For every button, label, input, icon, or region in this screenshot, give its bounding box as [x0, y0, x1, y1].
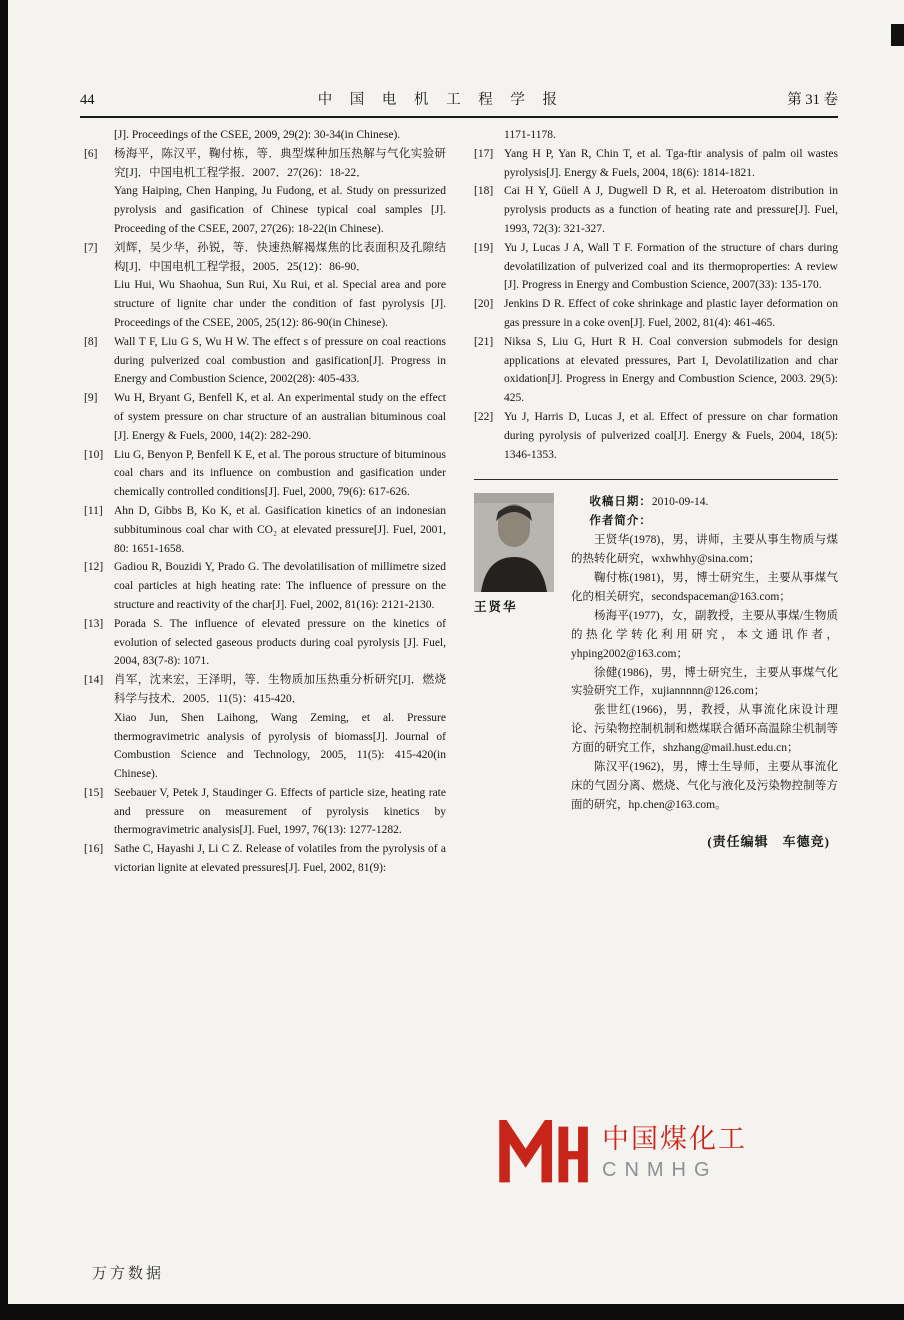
journal-title: 中 国 电 机 工 程 学 报 [317, 92, 565, 108]
reference-number: [10] [84, 448, 104, 461]
reference-text-line: Yu J, Harris D, Lucas J, et al. Effect of pressure on char formation during pyrolysis of pulverized coal[J]. Energy & Fuels, 2004, 18(5): 1346-1353. [504, 410, 838, 461]
portrait-silhouette-icon [474, 493, 554, 592]
author-photo [474, 493, 554, 592]
reference-text-line: Liu Hui, Wu Shaohua, Sun Rui, Xu Rui, et al. Special area and pore structure of lignite char under the condition of fast pyrolysis [J]. Proceedings of the CSEE, 2005, 25(12): 86-90(in Chinese). [114, 279, 446, 329]
reference-number [474, 126, 504, 145]
reference-text-line: 肖军，沈来宏，王泽明，等．生物质加压热重分析研究[J]．燃烧科学与技术．2005．11(5)：415-420． [114, 674, 446, 705]
reference-item [474, 239, 838, 295]
author-bio-section [474, 493, 838, 814]
reference-number: [8] [84, 335, 98, 348]
reference-text-line: [J]. Proceedings of the CSEE, 2009, 29(2): 30-34(in Chinese). [114, 129, 401, 141]
reference-text [114, 840, 446, 878]
reference-number: [19] [474, 241, 494, 254]
reference-text-line: Niksa S, Liu G, Hurt R H. Coal conversion submodels for design applications at elevated pressures, Part I, Devolatilization and char oxidation[J]. Progress in Energy and Combustion Science, 2003. 29(5): 425. [504, 335, 838, 405]
reference-text [114, 389, 446, 445]
bio-entries [571, 531, 838, 815]
logo-text-block [602, 1124, 747, 1181]
reference-text [114, 126, 446, 145]
reference-number: [21] [474, 335, 494, 348]
reference-text [114, 239, 446, 333]
reference-text-line: Jenkins D R. Effect of coke shrinkage and plastic layer deformation on gas pressure in a coke oven[J]. Fuel, 2002, 81(4): 461-465. [504, 298, 838, 329]
reference-item [474, 182, 838, 238]
reference-text-line: Xiao Jun, Shen Laihong, Wang Zeming, et al. Pressure thermogravimetric analysis of pyrolysis of biomass[J]. Journal of Combustion Science and Technology, 2005, 11(5): 415-420(in Chinese). [114, 711, 446, 781]
reference-item [474, 333, 838, 408]
reference-number: [14] [84, 674, 104, 687]
reference-text [504, 239, 838, 295]
reference-number: [15] [84, 786, 104, 799]
reference-item [84, 671, 446, 784]
reference-number: [18] [474, 185, 494, 198]
reference-number: [17] [474, 147, 494, 160]
reference-item [474, 295, 838, 333]
reference-text [504, 126, 838, 145]
reference-number: [11] [84, 504, 103, 517]
scan-edge-bottom [0, 1304, 904, 1320]
bio-entry: 陈汉平(1962)，男，博士生导师，主要从事流化床的气固分离、燃烧、气化与液化及污染物控制等方面的研究，hp.chen@163.com。 [571, 761, 838, 811]
bio-entry: 王贤华(1978)，男，讲师，主要从事生物质与煤的热转化研究，wxhwhhy@sina.com； [571, 534, 838, 566]
volume-label: 第 31 卷 [787, 92, 838, 108]
right-column [474, 126, 838, 850]
reference-text-line: Wall T F, Liu G S, Wu H W. The effect s of pressure on coal reactions during pulverized coal combustion and gasification[J]. Progress in Energy and Combustion Science, 2002(28): 405-433. [114, 335, 446, 386]
reference-item [84, 239, 446, 333]
bio-entry: 张世红(1966)，男，教授，从事流化床设计理论、污染物控制机制和燃煤联合循环高温除尘机制等方面的研究工作，shzhang@mail.hust.edu.cn； [571, 704, 838, 755]
reference-text [504, 182, 838, 238]
reference-item [474, 145, 838, 183]
reference-number: [9] [84, 392, 98, 405]
header-rule [80, 116, 838, 118]
bio-entry: 徐健(1986)，男，博士研究生，主要从事煤气化实验研究工作，xujiannnnn@126.com； [571, 666, 838, 698]
reference-number: [12] [84, 561, 104, 574]
reference-number: [6] [84, 147, 98, 160]
reference-text [504, 408, 838, 464]
logo-cn-text: 中国煤化工 [602, 1124, 747, 1155]
reference-text-line: Liu G, Benyon P, Benfell K E, et al. The porous structure of bituminous coal chars and its influence on combustion and gasification under chemically controlled conditions[J]. Fuel, 2000, 79(6): 617-626. [114, 448, 446, 499]
reference-text-line: 刘辉，吴少华，孙锐，等．快速热解褐煤焦的比表面积及孔隙结构[J]．中国电机工程学报，2005．25(12)：86-90． [114, 241, 446, 273]
editor-note: (责任编辑 车德竞) [707, 833, 830, 849]
reference-text-line: Yang Haiping, Chen Hanping, Ju Fudong, et al. Study on pressurized pyrolysis and gasification of Chinese typical coal samples [J]. Proceeding of the CSEE, 2007, 27(26): 18-22(in Chinese). [114, 185, 446, 235]
reference-text-line: 杨海平，陈汉平，鞠付栋，等．典型煤种加压热解与气化实验研究[J]．中国电机工程学报．2007．27(26)：18-22． [114, 147, 446, 179]
reference-item [84, 502, 446, 558]
reference-number: [22] [474, 410, 494, 423]
page-header [80, 88, 838, 118]
received-date-label: 收稿日期： [589, 496, 652, 509]
reference-text-line: Wu H, Bryant G, Benfell K, et al. An experimental study on the effect of system pressure on char structure of an australian bituminous coal [J]. Energy & Fuels, 2000, 14(2): 282-290. [114, 392, 446, 442]
reference-text [114, 333, 446, 389]
received-date-line [571, 493, 838, 512]
scan-artifact-corner [891, 24, 904, 46]
bio-divider [474, 479, 838, 480]
author-photo-block [474, 493, 554, 814]
reference-text [114, 145, 446, 239]
reference-text-line: Yu J, Lucas J A, Wall T F. Formation of the structure of chars during devolatilization of pulverized coal and its thermoproperties: A review [J]. Progress in Energy and Combustion Science, 2007(33): 135-170. [504, 241, 838, 292]
reference-item [474, 408, 838, 464]
publisher-logo [497, 1120, 747, 1186]
page-number: 44 [80, 92, 95, 108]
reference-text [114, 784, 446, 840]
bio-heading: 作者简介： [589, 515, 652, 528]
reference-text [504, 333, 838, 408]
reference-item [84, 840, 446, 878]
reference-text [504, 145, 838, 183]
references-left-column [84, 126, 446, 878]
reference-item [84, 333, 446, 389]
reference-number: [13] [84, 617, 104, 630]
reference-text-line: Yang H P, Yan R, Chin T, et al. Tga-ftir analysis of palm oil wastes pyrolysis[J]. Energy & Fuels, 2004, 18(6): 1814-1821. [504, 147, 838, 179]
wanfang-watermark: 万方数据 [92, 1265, 165, 1282]
reference-item [84, 389, 446, 445]
reference-number: [16] [84, 843, 104, 856]
reference-text-line: Ahn D, Gibbs B, Ko K, et al. Gasification kinetics of an indonesian subbituminous coal char with CO₂ at elevated pressure[J]. Fuel, 2001, 80: 1651-1658. [114, 504, 446, 555]
reference-text-line: 1171-1178. [504, 129, 556, 141]
reference-text [114, 615, 446, 671]
reference-item [84, 446, 446, 502]
reference-item [84, 784, 446, 840]
reference-text [114, 671, 446, 784]
cnmhg-logo-icon [497, 1120, 589, 1186]
reference-item [84, 615, 446, 671]
author-bio-text [571, 493, 838, 814]
reference-text-line: Gadiou R, Bouzidi Y, Prado G. The devolatilisation of millimetre sized coal particles at high heating rate: The influence of pressure on the structure and reactivity of the char[J]. Fuel, 2002, 81(16): 2121-2130. [114, 561, 446, 611]
bio-entry: 鞠付栋(1981)，男，博士研究生，主要从事煤气化的相关研究，secondspaceman@163.com； [571, 571, 838, 603]
reference-item [84, 126, 446, 145]
reference-text [114, 558, 446, 614]
reference-number: [7] [84, 241, 98, 254]
reference-number: [20] [474, 298, 494, 311]
scan-edge-left [0, 0, 8, 1320]
references-right-column [474, 126, 838, 464]
reference-item [474, 126, 838, 145]
reference-text [114, 502, 446, 558]
received-date-value: 2010-09-14. [651, 496, 709, 509]
reference-text-line: Seebauer V, Petek J, Staudinger G. Effects of particle size, heating rate and pressure on measurement of pyrolysis kinetics by thermogravimetric analysis[J]. Fuel, 1997, 76(13): 1277-1282. [114, 786, 446, 837]
reference-item [84, 145, 446, 239]
reference-text [114, 446, 446, 502]
bio-entry: 杨海平(1977)，女，副教授，主要从事煤/生物质的热化学转化利用研究，本文通讯作者，yhping2002@163.com； [571, 609, 838, 660]
reference-text-line: Porada S. The influence of elevated pressure on the kinetics of evolution of selected gaseous products during coal pyrolysis [J]. Fuel, 2004, 83(7-8): 1071. [114, 617, 446, 668]
logo-en-text: CNMHG [602, 1158, 718, 1181]
reference-text [504, 295, 838, 333]
author-photo-caption: 王贤华 [474, 600, 518, 615]
reference-text-line: Sathe C, Hayashi J, Li C Z. Release of volatiles from the pyrolysis of a victorian lignite at elevated pressures[J]. Fuel, 2002, 81(9): [114, 843, 446, 875]
reference-item [84, 558, 446, 614]
reference-text-line: Cai H Y, Güell A J, Dugwell D R, et al. Heteroatom distribution in pyrolysis products as a function of heating rate and pressure[J]. Fuel, 1993, 72(3): 321-327. [504, 185, 838, 235]
bio-heading-line [571, 512, 838, 531]
reference-number [84, 126, 114, 145]
